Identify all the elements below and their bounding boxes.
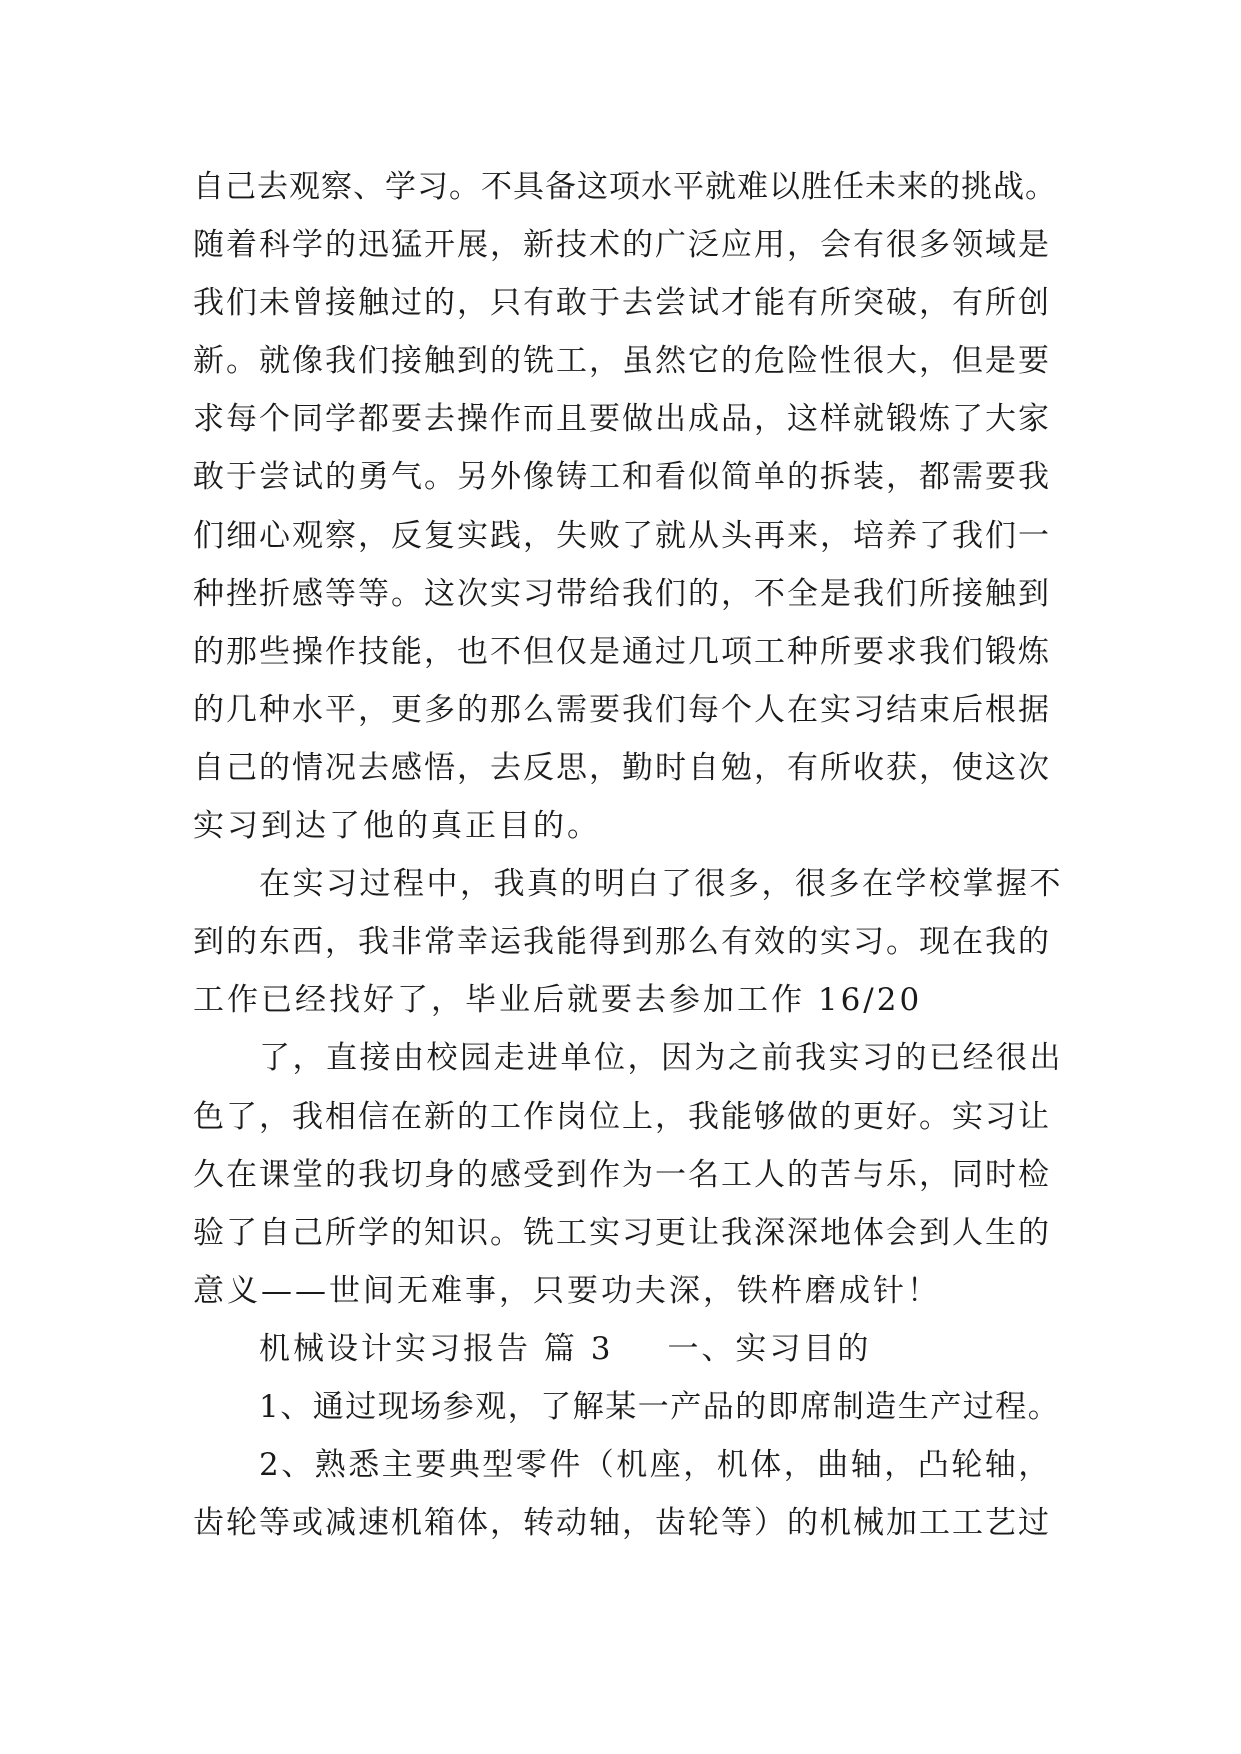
text-line: 的几种水平，更多的那么需要我们每个人在实习结束后根据 <box>193 691 1051 728</box>
text-line: 新。就像我们接触到的铣工，虽然它的危险性很大，但是要 <box>193 343 1051 380</box>
paragraph-start-line: 了，直接由校园走进单位，因为之前我实习的已经很出 <box>259 1040 1063 1077</box>
list-item: 2、熟悉主要典型零件（机座，机体，曲轴，凸轮轴， <box>259 1447 1052 1484</box>
text-line: 色了，我相信在新的工作岗位上，我能够做的更好。实习让 <box>193 1098 1051 1135</box>
text-line: 到的东西，我非常幸运我能得到那么有效的实习。现在我的 <box>193 924 1051 961</box>
text-line: 验了自己所学的知识。铣工实习更让我深深地体会到人生的 <box>193 1214 1051 1251</box>
section-heading-line <box>193 1320 1063 1378</box>
text-line: 工作已经找好了，毕业后就要去参加工作 16/20 <box>193 982 923 1019</box>
text-line: 实习到达了他的真正目的。 <box>193 808 601 845</box>
text-line: 种挫折感等等。这次实习带给我们的，不全是我们所接触到 <box>193 575 1051 612</box>
text-line: 意义——世间无难事，只要功夫深，铁杵磨成针！ <box>193 1272 941 1309</box>
text-line: 的那些操作技能，也不但仅是通过几项工种所要求我们锻炼 <box>193 633 1051 670</box>
text-line: 自己去观察、学习。不具备这项水平就难以胜任未来的挑战。 <box>193 169 1057 205</box>
text-line: 随着科学的迅猛开展，新技术的广泛应用，会有很多领域是 <box>193 227 1051 264</box>
section-subheading: 一、实习目的 <box>667 1330 872 1367</box>
text-line: 我们未曾接触过的，只有敢于去尝试才能有所突破，有所创 <box>193 285 1051 322</box>
text-line: 敢于尝试的勇气。另外像铸工和看似简单的拆装，都需要我 <box>193 459 1051 496</box>
text-line: 久在课堂的我切身的感受到作为一名工人的苦与乐，同时检 <box>193 1156 1051 1193</box>
text-line: 自己的情况去感悟，去反思，勤时自勉，有所收获，使这次 <box>193 749 1051 786</box>
text-line: 们细心观察，反复实践，失败了就从头再来，培养了我们一 <box>193 517 1051 554</box>
text-line: 求每个同学都要去操作而且要做出成品，这样就锻炼了大家 <box>193 401 1051 438</box>
document-body <box>193 158 1063 1552</box>
text-line: 齿轮等或减速机箱体，转动轴，齿轮等）的机械加工工艺过 <box>193 1505 1051 1542</box>
paragraph-start-line: 在实习过程中，我真的明白了很多，很多在学校掌握不 <box>259 866 1063 903</box>
list-item: 1、通过现场参观，了解某一产品的即席制造生产过程。 <box>259 1388 1061 1425</box>
section-heading: 机械设计实习报告 篇 3 <box>259 1330 614 1367</box>
